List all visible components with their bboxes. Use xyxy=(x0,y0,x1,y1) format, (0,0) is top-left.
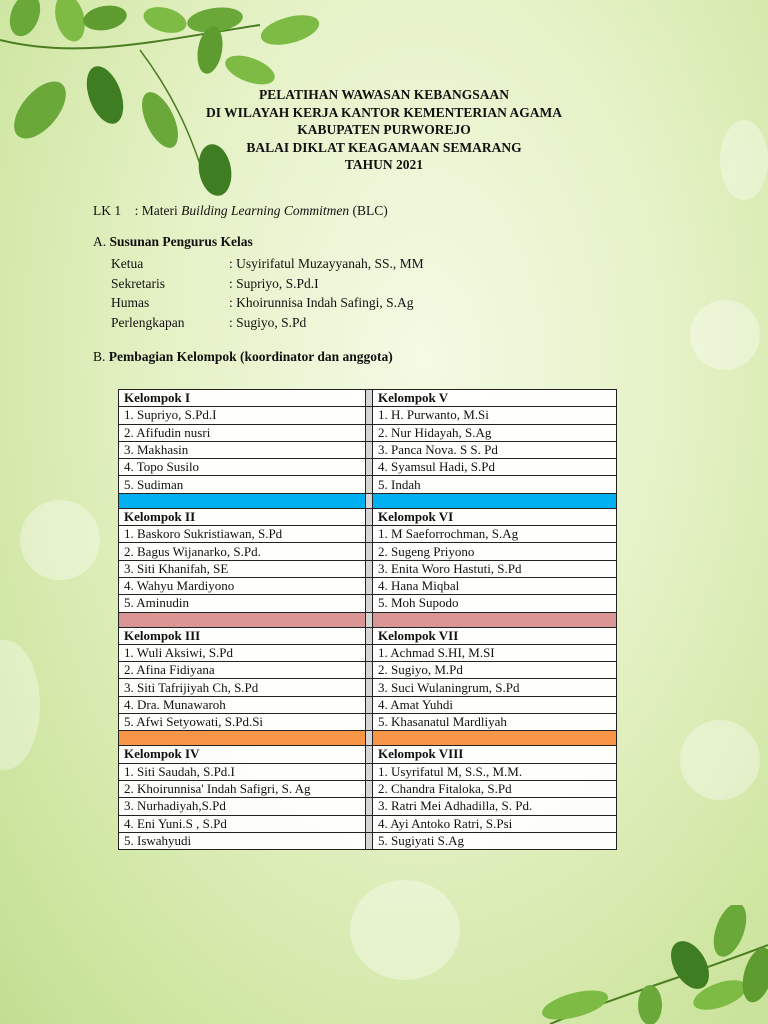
column-gap xyxy=(366,526,373,543)
group-title: Kelompok I xyxy=(119,390,366,407)
column-gap xyxy=(366,543,373,560)
table-row xyxy=(119,459,617,476)
group-member: 3. Suci Wulaningrum, S.Pd xyxy=(373,679,617,696)
document-header xyxy=(0,86,768,174)
group-member: 1. Achmad S.HI, M.SI xyxy=(373,644,617,661)
column-gap xyxy=(366,560,373,577)
group-member: 5. Khasanatul Mardliyah xyxy=(373,714,617,731)
column-gap xyxy=(366,832,373,849)
group-member: 4. Ayi Antoko Ratri, S.Psi xyxy=(373,815,617,832)
group-header-row xyxy=(119,746,617,763)
separator-cell xyxy=(119,612,366,627)
table-row xyxy=(119,815,617,832)
group-member: 4. Hana Miqbal xyxy=(373,577,617,594)
group-member: 1. Baskoro Sukristiawan, S.Pd xyxy=(119,526,366,543)
column-gap xyxy=(366,679,373,696)
separator-cell xyxy=(119,493,366,508)
group-member: 2. Afifudin nusri xyxy=(119,424,366,441)
group-member: 1. Wuli Aksiwi, S.Pd xyxy=(119,644,366,661)
table-row xyxy=(119,543,617,560)
table-row xyxy=(119,780,617,797)
group-member: 5. Aminudin xyxy=(119,595,366,612)
column-gap xyxy=(366,746,373,763)
committee-member: : Sugiyo, S.Pd xyxy=(229,314,307,330)
header-line-3: KABUPATEN PURWOREJO xyxy=(297,122,471,137)
column-gap xyxy=(366,627,373,644)
table-row xyxy=(119,424,617,441)
background-bokeh xyxy=(350,880,460,980)
column-gap xyxy=(366,577,373,594)
committee-row xyxy=(111,274,424,294)
group-header-row xyxy=(119,508,617,525)
group-member: 5. Sudiman xyxy=(119,476,366,493)
group-member: 5. Indah xyxy=(373,476,617,493)
table-row xyxy=(119,407,617,424)
column-gap xyxy=(366,476,373,493)
group-header-row xyxy=(119,627,617,644)
leaf-branch-bottom-right-icon xyxy=(520,905,768,1024)
group-title: Kelompok VI xyxy=(373,508,617,525)
table-row xyxy=(119,476,617,493)
section-a-heading xyxy=(93,234,253,250)
group-member: 3. Nurhadiyah,S.Pd xyxy=(119,798,366,815)
column-gap xyxy=(366,714,373,731)
group-title: Kelompok III xyxy=(119,627,366,644)
separator-cell xyxy=(373,612,617,627)
group-member: 2. Sugeng Priyono xyxy=(373,543,617,560)
column-gap xyxy=(366,459,373,476)
group-member: 3. Siti Khanifah, SE xyxy=(119,560,366,577)
group-member: 2. Khoirunnisa' Indah Safigri, S. Ag xyxy=(119,780,366,797)
section-b-title: Pembagian Kelompok (koordinator dan anggota) xyxy=(108,349,393,364)
separator-cell xyxy=(366,612,373,627)
background-bokeh xyxy=(690,300,760,370)
separator-cell xyxy=(373,493,617,508)
group-member: 3. Panca Nova. S S. Pd xyxy=(373,441,617,458)
committee-member: : Supriyo, S.Pd.I xyxy=(229,275,319,291)
background-bokeh xyxy=(680,720,760,800)
group-member: 3. Ratri Mei Adhadilla, S. Pd. xyxy=(373,798,617,815)
group-member: 1. H. Purwanto, M.Si xyxy=(373,407,617,424)
group-member: 5. Moh Supodo xyxy=(373,595,617,612)
group-member: 1. Siti Saudah, S.Pd.I xyxy=(119,763,366,780)
header-line-2: DI WILAYAH KERJA KANTOR KEMENTERIAN AGAMA xyxy=(206,104,562,120)
group-title: Kelompok II xyxy=(119,508,366,525)
group-title: Kelompok VII xyxy=(373,627,617,644)
table-row xyxy=(119,526,617,543)
lk-code: LK 1 xyxy=(93,203,122,218)
committee-member: : Khoirunnisa Indah Safingi, S.Ag xyxy=(229,295,414,310)
header-line-1: PELATIHAN WAWASAN KEBANGSAAN xyxy=(258,87,510,102)
group-header-row xyxy=(119,390,617,407)
lk-prefix: : Materi xyxy=(134,203,178,218)
lk-topic: Building Learning Commitmen xyxy=(181,203,350,218)
group-member: 5. Afwi Setyowati, S.Pd.Si xyxy=(119,714,366,731)
table-row xyxy=(119,560,617,577)
table-row xyxy=(119,696,617,713)
column-gap xyxy=(366,815,373,832)
committee-row xyxy=(111,293,424,313)
separator-cell xyxy=(119,731,366,746)
group-member: 5. Iswahyudi xyxy=(119,832,366,849)
group-member: 4. Dra. Munawaroh xyxy=(119,696,366,713)
table-row xyxy=(119,714,617,731)
lk-suffix: (BLC) xyxy=(352,203,388,218)
group-member: 4. Eni Yuni.S , S.Pd xyxy=(119,815,366,832)
group-member: 4. Topo Susilo xyxy=(119,459,366,476)
column-gap xyxy=(366,441,373,458)
group-member: 3. Makhasin xyxy=(119,441,366,458)
lk-line xyxy=(93,203,388,219)
section-b-letter: B. xyxy=(93,349,106,364)
column-gap xyxy=(366,780,373,797)
table-row xyxy=(119,662,617,679)
column-gap xyxy=(366,390,373,407)
group-member: 2. Nur Hidayah, S.Ag xyxy=(373,424,617,441)
group-separator-row xyxy=(119,612,617,627)
separator-cell xyxy=(366,731,373,746)
committee-role: Humas xyxy=(111,295,150,310)
column-gap xyxy=(366,798,373,815)
group-title: Kelompok IV xyxy=(119,746,366,763)
column-gap xyxy=(366,644,373,661)
group-member: 2. Bagus Wijanarko, S.Pd. xyxy=(119,543,366,560)
group-member: 2. Sugiyo, M.Pd xyxy=(373,662,617,679)
column-gap xyxy=(366,424,373,441)
column-gap xyxy=(366,595,373,612)
group-separator-row xyxy=(119,731,617,746)
committee-list xyxy=(111,254,424,332)
group-member: 4. Wahyu Mardiyono xyxy=(119,577,366,594)
table-row xyxy=(119,577,617,594)
group-separator-row xyxy=(119,493,617,508)
column-gap xyxy=(366,407,373,424)
background-bokeh xyxy=(20,500,100,580)
committee-role: Ketua xyxy=(111,256,144,271)
section-a-letter: A. xyxy=(93,234,107,249)
table-row xyxy=(119,679,617,696)
separator-cell xyxy=(366,493,373,508)
separator-cell xyxy=(373,731,617,746)
group-member: 1. Usyrifatul M, S.S., M.M. xyxy=(373,763,617,780)
table-row xyxy=(119,798,617,815)
table-row xyxy=(119,644,617,661)
group-member: 1. M Saeforrochman, S.Ag xyxy=(373,526,617,543)
committee-row xyxy=(111,313,424,333)
background-bokeh xyxy=(0,640,40,770)
groups-table xyxy=(118,389,617,850)
group-member: 4. Syamsul Hadi, S.Pd xyxy=(373,459,617,476)
section-a-title: Susunan Pengurus Kelas xyxy=(109,234,253,249)
group-member: 5. Sugiyati S.Ag xyxy=(373,832,617,849)
column-gap xyxy=(366,696,373,713)
group-member: 2. Afina Fidiyana xyxy=(119,662,366,679)
committee-role: Sekretaris xyxy=(111,275,165,291)
column-gap xyxy=(366,763,373,780)
committee-row xyxy=(111,254,424,274)
group-member: 1. Supriyo, S.Pd.I xyxy=(119,407,366,424)
table-row xyxy=(119,832,617,849)
column-gap xyxy=(366,508,373,525)
group-title: Kelompok VIII xyxy=(373,746,617,763)
group-member: 3. Enita Woro Hastuti, S.Pd xyxy=(373,560,617,577)
committee-member: : Usyirifatul Muzayyanah, SS., MM xyxy=(229,256,424,271)
committee-role: Perlengkapan xyxy=(111,314,185,330)
group-member: 3. Siti Tafrijiyah Ch, S.Pd xyxy=(119,679,366,696)
column-gap xyxy=(366,662,373,679)
section-b-heading xyxy=(93,349,393,365)
group-member: 4. Amat Yuhdi xyxy=(373,696,617,713)
group-title: Kelompok V xyxy=(373,390,617,407)
table-row xyxy=(119,441,617,458)
header-line-4: BALAI DIKLAT KEAGAMAAN SEMARANG xyxy=(246,139,522,155)
table-row xyxy=(119,763,617,780)
table-row xyxy=(119,595,617,612)
group-member: 2. Chandra Fitaloka, S.Pd xyxy=(373,780,617,797)
header-line-5: TAHUN 2021 xyxy=(344,157,424,172)
